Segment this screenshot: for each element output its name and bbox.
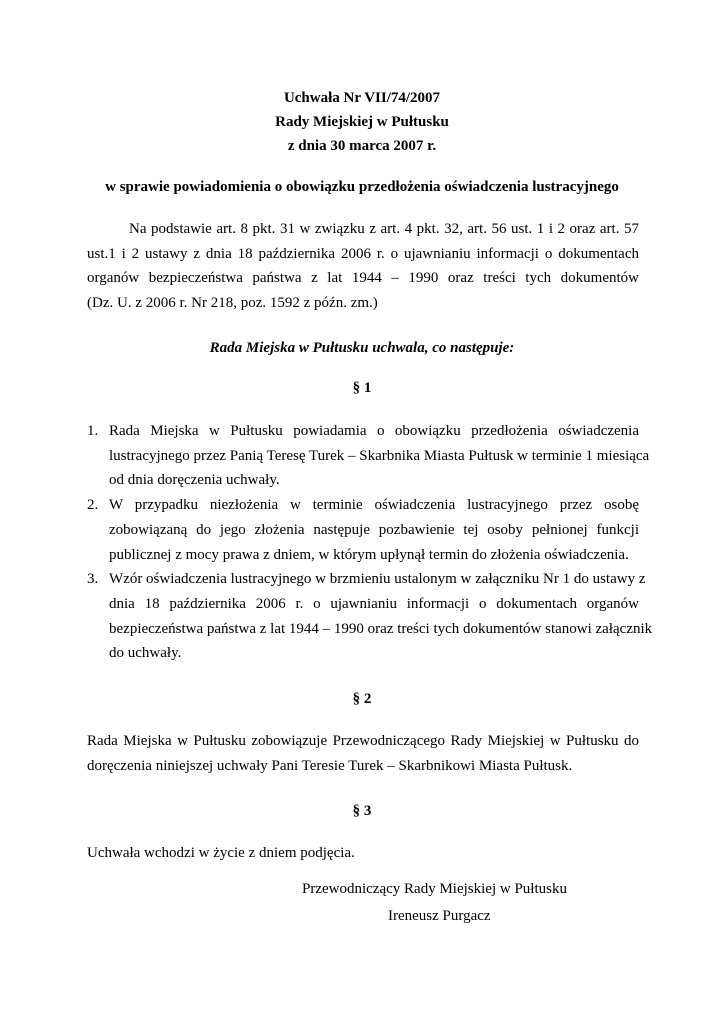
list-item [87,567,653,666]
resolution-number: Uchwała Nr VII/74/2007 [283,90,441,106]
preamble-line: (Dz. U. z 2006 r. Nr 218, poz. 1592 z późn. zm.) [87,294,378,311]
list-item-number: 3. [87,571,99,588]
resolution-date: z dnia 30 marca 2007 r. [287,138,437,154]
section-2-body [87,729,639,778]
list-item-line: zobowiązaną do jego złożenia następuje pozbawienie tej osoby pełnionej funkcji [109,521,639,538]
section-2-line: doręczenia niniejszej uchwały Pani Teresie Turek – Skarbnikowi Miasta Pułtusk. [87,757,573,774]
section-2-heading: § 2 [352,691,372,707]
list-item-line: od dnia doręczenia uchwały. [109,472,280,489]
preamble-line: Na podstawie art. 8 pkt. 31 w związku z art. 4 pkt. 32, art. 56 ust. 1 i 2 oraz art. 57 [129,221,639,237]
section-3-body [87,841,639,866]
resolves-statement: Rada Miejska w Pułtusku uchwala, co następuje: [209,340,515,356]
preamble-line: organów bezpieczeństwa państwa z lat 1944 – 1990 oraz treści tych dokumentów [87,270,639,286]
section-2-line: Rada Miejska w Pułtusku zobowiązuje Przewodniczącego Rady Miejskiej w Pułtusku do [87,733,639,749]
list-item [87,419,650,493]
list-item-line: W przypadku niezłożenia w terminie oświadczenia lustracyjnego przez osobę [109,497,639,514]
section-3-line: Uchwała wchodzi w życie z dniem podjęcia. [87,845,355,861]
preamble-line: ust.1 i 2 ustawy z dnia 18 października 2006 r. o ujawnianiu informacji o dokumentach [87,245,639,262]
list-item-line: do uchwały. [109,645,182,662]
list-item-number: 1. [87,423,99,439]
list-item-line: bezpieczeństwa państwa z lat 1944 – 1990 oraz treści tych dokumentów stanowi załącznik [109,620,653,637]
list-item-line: dnia 18 października 2006 r. o ujawnianiu informacji o dokumentach organów [109,595,639,612]
list-item [87,493,639,567]
resolution-subject: w sprawie powiadomienia o obowiązku przedłożenia oświadczenia lustracyjnego [105,179,619,195]
section-3-heading: § 3 [352,803,372,819]
signature-name: Ireneusz Purgacz [388,908,491,924]
council-name: Rady Miejskiej w Pułtusku [275,114,449,130]
section-1-heading: § 1 [352,380,372,396]
list-item-number: 2. [87,497,99,514]
signature-title: Przewodniczący Rady Miejskiej w Pułtusku [302,881,567,897]
section-1-list [87,419,653,666]
list-item-line: Wzór oświadczenia lustracyjnego w brzmieniu ustalonym w załączniku Nr 1 do ustawy z [109,571,646,588]
list-item-line: publicznej z mocy prawa z dniem, w którym upłynął termin do złożenia oświadczenia. [109,546,629,563]
list-item-line: lustracyjnego przez Panią Teresę Turek – Skarbnika Miasta Pułtusk w terminie 1 miesiąca [109,447,650,464]
preamble [87,217,639,315]
list-item-line: Rada Miejska w Pułtusku powiadamia o obowiązku przedłożenia oświadczenia [109,423,639,439]
